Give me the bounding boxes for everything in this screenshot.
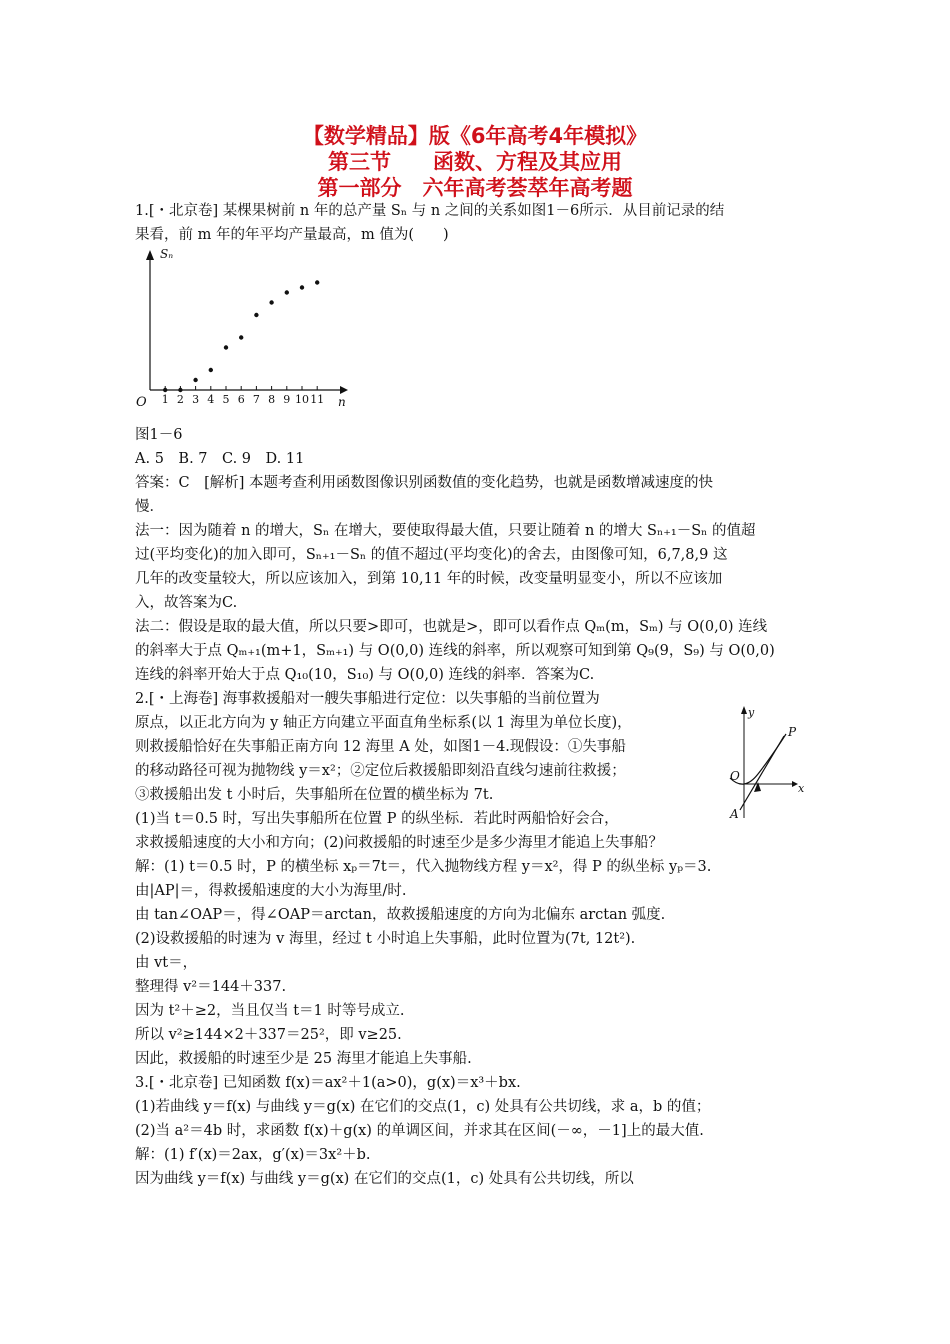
data-point: [315, 280, 319, 284]
diagram-origin-label: O: [730, 769, 740, 783]
q2-solution-line: 整理得 v²＝144＋337.: [135, 979, 287, 995]
x-tick-label: 10: [295, 393, 309, 406]
y-axis-arrow: [146, 250, 154, 260]
x-tick-label: 11: [310, 393, 325, 406]
x-tick-label: 6: [237, 393, 245, 406]
q3-stem-line: (2)当 a²＝4b 时，求函数 f(x)＋g(x) 的单调区间，并求其在区间(－∞，－1]上的最大值.: [135, 1123, 704, 1139]
q1-options: A. 5 B. 7 C. 9 D. 11: [135, 451, 305, 467]
figure-caption: 图1－6: [135, 427, 183, 443]
x-tick-label: 9: [283, 393, 291, 406]
x-axis-label: n: [338, 395, 346, 409]
x-tick-label: 8: [268, 393, 276, 406]
data-point: [254, 313, 258, 317]
data-point: [163, 388, 167, 392]
q2-stem-line: ③救援船出发 t 小时后，失事船所在位置的横坐标为 7t.: [135, 787, 494, 803]
q1-stem-line: 1.[・北京卷] 某棵果树前 n 年的总产量 Sₙ 与 n 之间的关系如图1－6所示．从目前记录的结: [135, 203, 725, 219]
data-point: [300, 285, 304, 289]
q1-stem-line: 果看，前 m 年的年平均产量最高，m 值为( ): [135, 227, 449, 243]
rescue-path-line: [740, 736, 784, 810]
x-tick-label: 3: [192, 393, 200, 406]
q1-answer-line: 法一：因为随着 n 的增大，Sₙ 在增大，要使取得最大值，只要让随着 n 的增大 Sₙ₊₁－Sₙ 的值超: [135, 523, 756, 539]
data-point: [239, 335, 243, 339]
y-axis-label: Sₙ: [160, 247, 174, 261]
q2-stem-line: 原点，以正北方向为 y 轴正方向建立平面直角坐标系(以 1 海里为单位长度)，: [135, 715, 632, 731]
q2-solution-line: 由|AP|＝，得救援船速度的大小为海里/时.: [135, 883, 407, 899]
q3-stem-line: (1)若曲线 y＝f(x) 与曲线 y＝g(x) 在它们的交点(1，c) 处具有公共切线，求 a，b 的值；: [135, 1099, 711, 1115]
parabola-diagram: [726, 700, 806, 826]
q2-solution-line: (2)设救援船的时速为 v 海里，经过 t 小时追上失事船，此时位置为(7t, 12t²).: [135, 931, 636, 947]
q1-answer-line: 几年的改变量较大，所以应该加入，到第 10,11 年的时候，改变量明显变小，所以不应该加: [135, 571, 723, 587]
q1-answer-line: 入，故答案为C.: [135, 595, 238, 611]
q1-answer-line: 法二：假设是取的最大值，所以只要>即可，也就是>，即可以看作点 Qₘ(m，Sₘ) 与 O(0,0) 连线: [135, 619, 768, 635]
q2-stem-line: 则救援船恰好在失事船正南方向 12 海里 A 处，如图1－4.现假设：①失事船: [135, 739, 626, 755]
q2-solution-line: 解：(1) t＝0.5 时，P 的横坐标 xₚ＝7t＝，代入抛物线方程 y＝x²，得 P 的纵坐标 yₚ＝3.: [135, 859, 712, 875]
x-axis-arrow: [340, 386, 348, 394]
scatter-chart: [128, 244, 358, 410]
data-point: [285, 290, 289, 294]
q1-answer-line: 连线的斜率开始大于点 Q₁₀(10，S₁₀) 与 O(0,0) 连线的斜率．答案为C.: [135, 667, 595, 683]
q1-answer-line: 的斜率大于点 Qₘ₊₁(m+1，Sₘ₊₁) 与 O(0,0) 连线的斜率，所以观察可知到第 Q₉(9，S₉) 与 O(0,0): [135, 643, 775, 659]
section-title: 第三节 函数、方程及其应用: [328, 150, 622, 174]
q2-solution-line: 由 vt＝，: [135, 955, 198, 971]
x-tick-label: 1: [161, 393, 169, 406]
q2-solution-line: 由 tan∠OAP＝，得∠OAP＝arctan，故救援船速度的方向为北偏东 arctan 弧度.: [135, 907, 666, 923]
x-tick-label: 5: [222, 393, 230, 406]
part-title: 第一部分 六年高考荟萃年高考题: [317, 176, 633, 200]
origin-label: O: [136, 395, 147, 410]
x-tick-label: 7: [252, 393, 260, 406]
q2-stem-line: 2.[・上海卷] 海事救援船对一艘失事船进行定位：以失事船的当前位置为: [135, 691, 600, 707]
diagram-x-label: x: [798, 782, 805, 795]
diagram-point-a: A: [730, 807, 739, 821]
data-point: [209, 368, 213, 372]
data-point: [193, 378, 197, 382]
q1-answer-line: 答案：C [解析] 本题考查利用函数图像识别函数值的变化趋势，也就是函数增减速度的快: [135, 475, 714, 491]
q1-answer-line: 慢．: [135, 499, 164, 515]
q1-answer-line: 过(平均变化)的加入即可，Sₙ₊₁－Sₙ 的值不超过(平均变化)的舍去，由图像可知，6,7,8,9 这: [135, 547, 728, 563]
q3-stem-line: 3.[・北京卷] 已知函数 f(x)＝ax²＋1(a>0)，g(x)＝x³＋bx.: [135, 1075, 521, 1091]
q2-solution-line: 因为 t²＋≥2，当且仅当 t＝1 时等号成立.: [135, 1003, 405, 1019]
q2-solution-line: 因此，救援船的时速至少是 25 海里才能追上失事船.: [135, 1051, 472, 1067]
q2-stem-line: 的移动路径可视为抛物线 y＝x²；②定位后救援船即刻沿直线匀速前往救援；: [135, 763, 626, 779]
data-point: [224, 345, 228, 349]
q3-solution-line: 解：(1) f′(x)＝2ax，g′(x)＝3x²＋b.: [135, 1147, 371, 1163]
doc-title: 【数学精品】版《6年高考4年模拟》: [302, 124, 648, 148]
data-point: [178, 388, 182, 392]
q2-solution-line: 所以 v²≥144×2＋337＝25²，即 v≥25.: [135, 1027, 402, 1043]
q3-solution-line: 因为曲线 y＝f(x) 与曲线 y＝g(x) 在它们的交点(1，c) 处具有公共切线，所以: [135, 1171, 634, 1187]
diagram-y-label: y: [748, 706, 755, 719]
x-tick-label: 4: [207, 393, 215, 406]
data-point: [269, 300, 273, 304]
diagram-point-p: P: [788, 725, 797, 739]
q2-stem-line: (1)当 t＝0.5 时，写出失事船所在位置 P 的纵坐标．若此时两船恰好会合，: [135, 811, 619, 827]
x-tick-label: 2: [176, 393, 184, 406]
q2-stem-line: 求救援船速度的大小和方向；(2)问救援船的时速至少是多少海里才能追上失事船？: [135, 835, 664, 851]
